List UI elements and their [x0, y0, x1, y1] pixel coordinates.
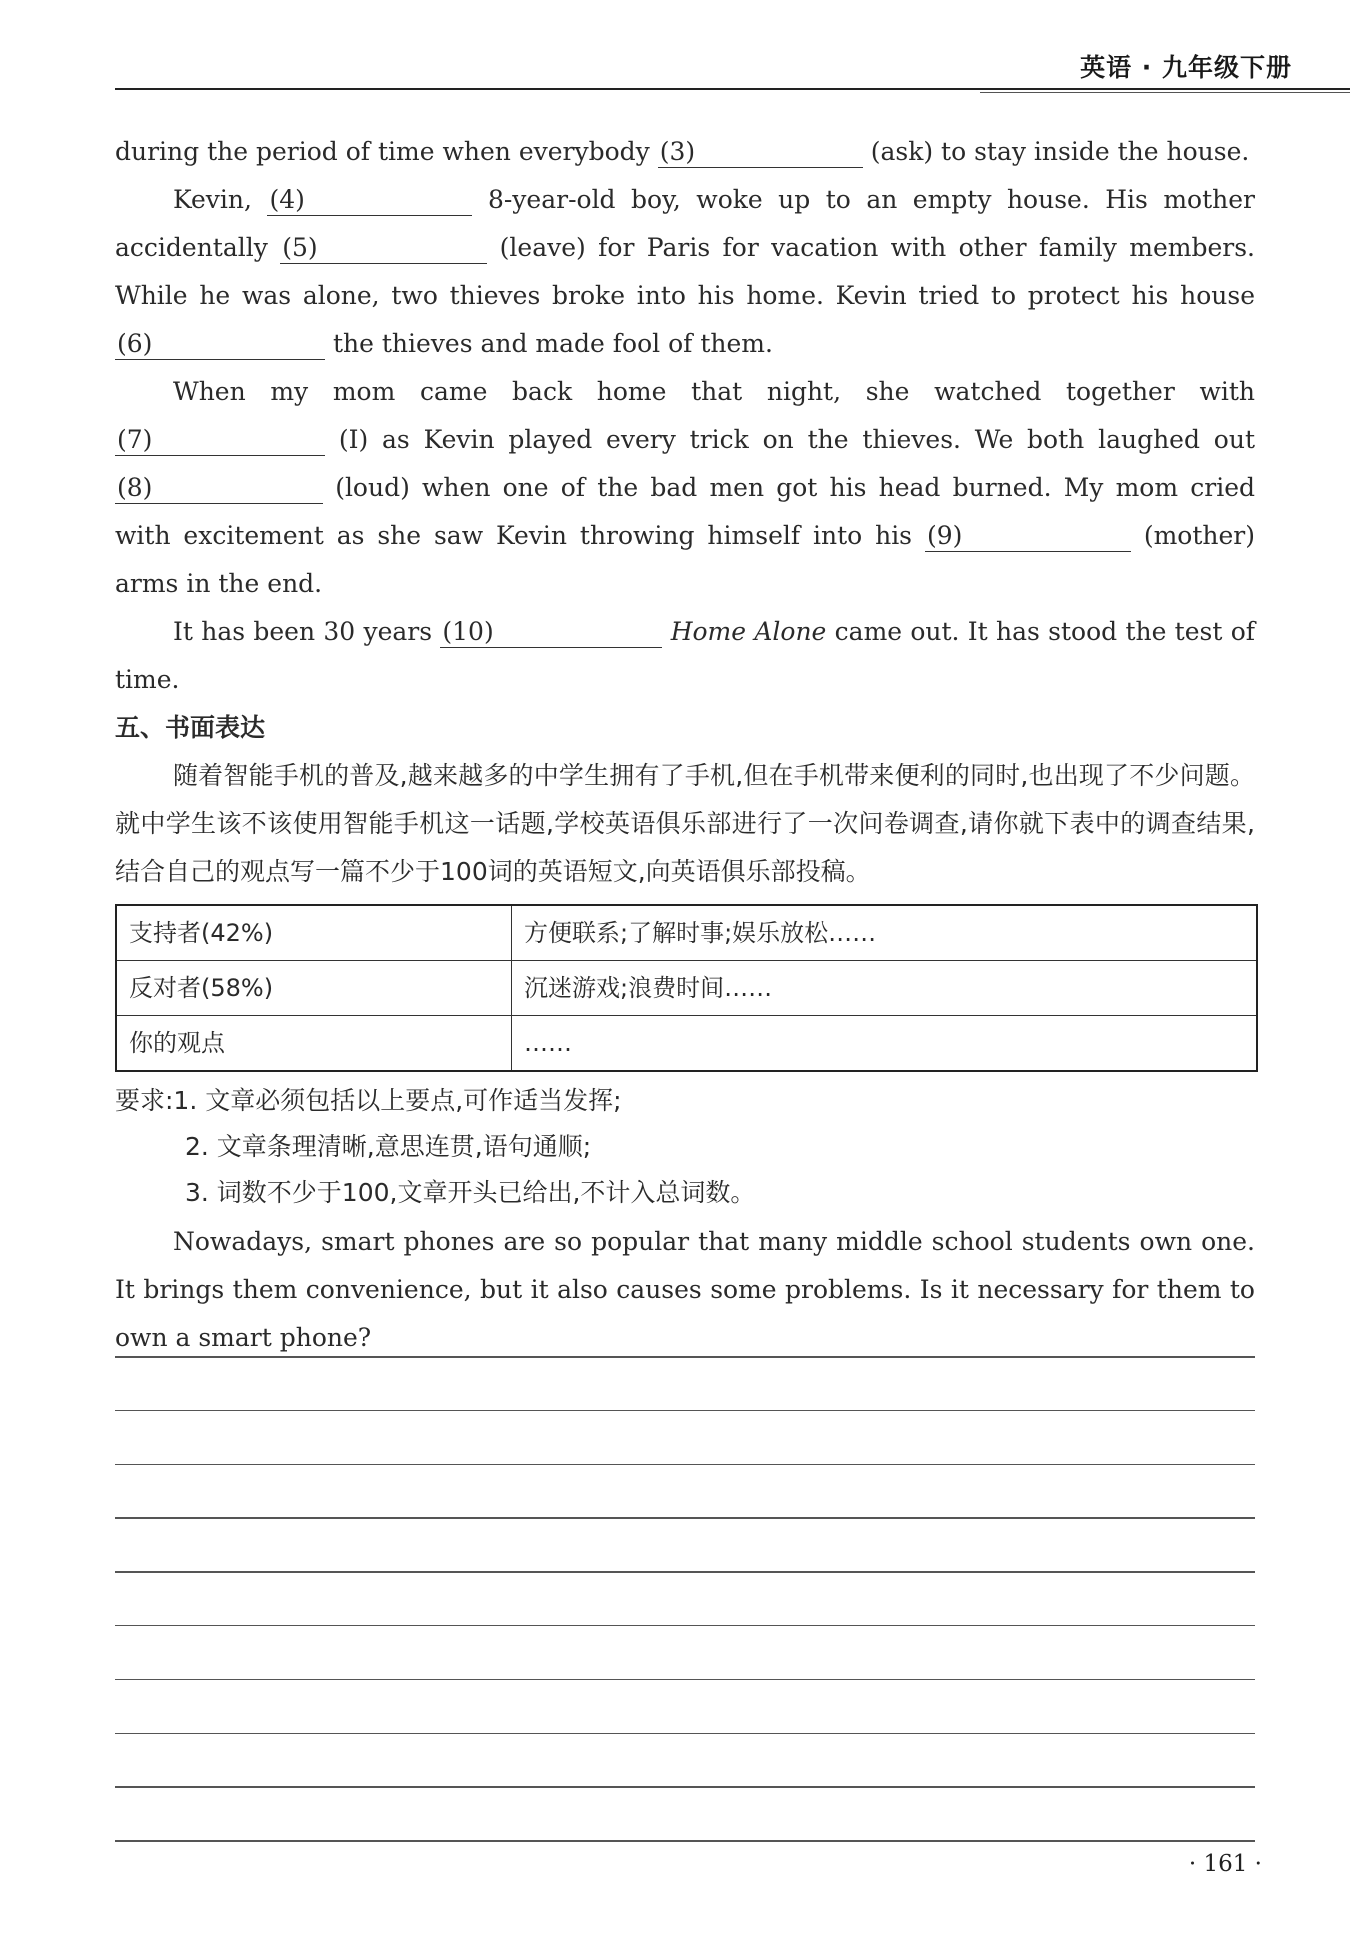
- answer-blank-10[interactable]: (10): [440, 617, 662, 648]
- writing-line[interactable]: [115, 1733, 1255, 1735]
- writing-line[interactable]: [115, 1410, 1255, 1412]
- writing-line[interactable]: [115, 1356, 1255, 1358]
- writing-line[interactable]: [115, 1464, 1255, 1466]
- header-rule: [115, 88, 1350, 90]
- table-row: [116, 905, 1257, 961]
- answer-blank-5[interactable]: (5): [280, 233, 487, 264]
- passage-paragraph-4: It has been 30 years (10) Home Alone came out. It has stood the test of time.: [115, 617, 1256, 694]
- header-rule-secondary: [980, 92, 1350, 93]
- table-cell-label: 支持者(42%): [116, 905, 512, 961]
- requirement-3: 3. 词数不少于100,文章开头已给出,不计入总词数。: [185, 1178, 756, 1207]
- table-row: [116, 1016, 1257, 1072]
- passage-line-1: during the period of time when everybody (3) (ask) to stay inside the house.: [115, 137, 1250, 166]
- movie-title: Home Alone: [670, 617, 827, 646]
- table-cell-content: 沉迷游戏;浪费时间……: [512, 961, 1258, 1016]
- answer-blank-4[interactable]: (4): [267, 185, 472, 216]
- writing-line[interactable]: [115, 1679, 1255, 1681]
- writing-task-intro: 随着智能手机的普及,越来越多的中学生拥有了手机,但在手机带来便利的同时,也出现了不少问题。就中学生该不该使用智能手机这一话题,学校英语俱乐部进行了一次问卷调查,请你就下表中的调查结果,结合自己的观点写一篇不少于100词的英语短文,向英语俱乐部投稿。: [115, 761, 1255, 886]
- page-number: · 161 ·: [1188, 1851, 1262, 1877]
- answer-blank-8[interactable]: (8): [115, 473, 323, 504]
- section-title: 五、书面表达: [115, 713, 266, 742]
- writing-line[interactable]: [115, 1517, 1255, 1519]
- writing-line[interactable]: [115, 1840, 1255, 1842]
- table-cell-label: 你的观点: [116, 1016, 512, 1072]
- writing-line[interactable]: [115, 1625, 1255, 1627]
- answer-blank-9[interactable]: (9): [925, 521, 1131, 552]
- passage-paragraph-2: Kevin, (4) 8-year-old boy, woke up to an empty house. His mother accidentally (5) (leave) for Paris for vacation with other family members. While he was alone, two thieves broke into his home. Kevin tried to protect his house (6) the thieves and made fool of them.: [115, 185, 1256, 358]
- writing-line[interactable]: [115, 1571, 1255, 1573]
- essay-starter: Nowadays, smart phones are so popular that many middle school students own one. It brings them convenience, but it also causes some problems. Is it necessary for them to own a smart phone?: [115, 1227, 1255, 1352]
- table-row: [116, 961, 1257, 1016]
- table-cell-content: ……: [512, 1016, 1258, 1072]
- passage-paragraph-3: When my mom came back home that night, she watched together with (7) (I) as Kevin played every trick on the thieves. We both laughed out (8) (loud) when one of the bad men got his head burned. My mom cried with excitement as she saw Kevin throwing himself into his (9) (mother) arms in the end.: [115, 377, 1256, 598]
- requirement-1: 要求:1. 文章必须包括以上要点,可作适当发挥;: [115, 1086, 622, 1115]
- main-content: [115, 128, 1255, 1362]
- table-cell-content: 方便联系;了解时事;娱乐放松……: [512, 905, 1258, 961]
- writing-line[interactable]: [115, 1786, 1255, 1788]
- page-header-title: 英语 · 九年级下册: [1080, 53, 1292, 82]
- answer-blank-3[interactable]: (3): [658, 137, 863, 168]
- requirement-2: 2. 文章条理清晰,意思连贯,语句通顺;: [185, 1132, 592, 1161]
- answer-blank-7[interactable]: (7): [115, 425, 325, 456]
- table-cell-label: 反对者(58%): [116, 961, 512, 1016]
- survey-table: [115, 904, 1258, 1072]
- writing-lines[interactable]: [115, 1356, 1255, 1894]
- answer-blank-6[interactable]: (6): [115, 329, 325, 360]
